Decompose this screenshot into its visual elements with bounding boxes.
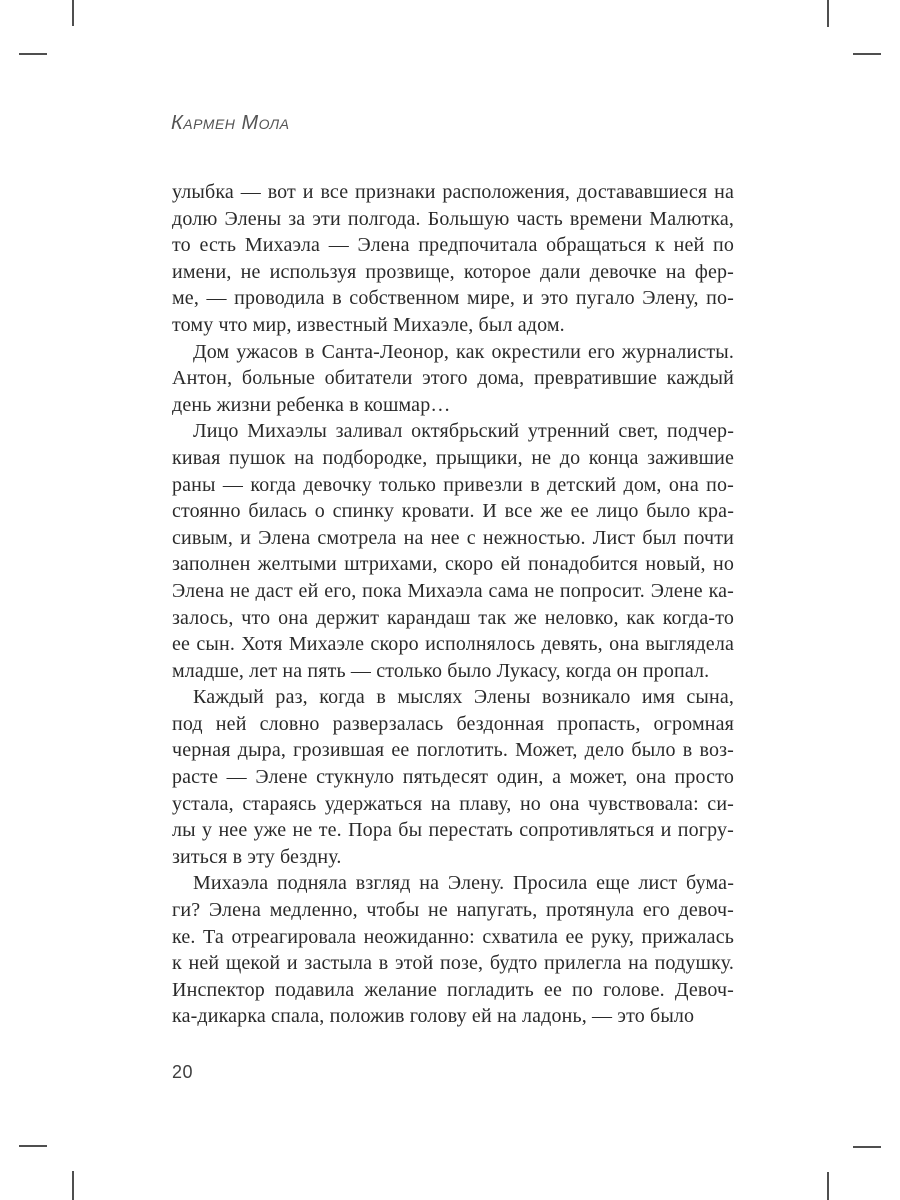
text-line: то есть Михаэла — Элена предпочитала обращаться к ней по bbox=[172, 234, 734, 257]
text-line: ка-дикарка спала, положив голову ей на ладонь, — это было bbox=[172, 1005, 695, 1028]
text-line: к ней щекой и застыла в этой позе, будто прилегла на подушку. bbox=[172, 952, 734, 975]
text-line: Михаэла подняла взгляд на Элену. Просила еще лист бума- bbox=[193, 872, 734, 895]
text-line: зиться в эту бездну. bbox=[172, 845, 342, 868]
page-number: 20 bbox=[172, 1062, 194, 1082]
text-line: день жизни ребенка в кошмар… bbox=[172, 393, 451, 416]
text-line: Каждый раз, когда в мыслях Элены возникало имя сына, bbox=[193, 686, 734, 709]
text-line: расте — Элене стукнуло пятьдесят один, а может, она просто bbox=[172, 766, 734, 789]
crop-mark-top-right-vertical bbox=[827, 0, 829, 27]
text-line: устала, стараясь удержаться на плаву, но она чувствовала: си- bbox=[172, 792, 734, 815]
text-line: долю Элены за эти полгода. Большую часть времени Малютка, bbox=[172, 207, 734, 230]
crop-mark-top-left-horizontal bbox=[19, 53, 47, 55]
text-line: лы у нее уже не те. Пора бы перестать сопротивляться и погру- bbox=[172, 819, 734, 842]
paragraph bbox=[172, 870, 734, 1030]
crop-mark-bottom-right-horizontal bbox=[853, 1146, 881, 1148]
text-line: ги? Элена медленно, чтобы не напугать, протянула его девоч- bbox=[172, 899, 734, 922]
text-line: сивым, и Элена смотрела на нее с нежностью. Лист был почти bbox=[172, 526, 734, 549]
crop-mark-bottom-left-horizontal bbox=[19, 1145, 47, 1147]
text-line: тому что мир, известный Михаэле, был адом. bbox=[172, 313, 565, 336]
text-line: стоянно билась о спинку кровати. И все же ее лицо было кра- bbox=[172, 500, 734, 523]
text-line: ке. Та отреагировала неожиданно: схватила ее руку, прижалась bbox=[172, 925, 734, 948]
crop-mark-bottom-left-vertical bbox=[72, 1171, 74, 1200]
text-line: Элена не даст ей его, пока Михаэла сама не попросит. Элене ка- bbox=[172, 579, 734, 602]
text-line: Инспектор подавила желание погладить ее по голове. Девоч- bbox=[172, 978, 734, 1001]
paragraph bbox=[172, 339, 734, 419]
text-line: под ней словно разверзалась бездонная пропасть, огромная bbox=[172, 712, 734, 735]
crop-mark-bottom-right-vertical bbox=[827, 1172, 829, 1200]
text-line: младше, лет на пять — столько было Лукасу, когда он пропал. bbox=[172, 659, 710, 682]
running-header-author: Кармен Мола bbox=[171, 112, 290, 134]
text-block bbox=[172, 179, 734, 1030]
text-line: Антон, больные обитатели этого дома, превратившие каждый bbox=[172, 367, 734, 390]
text-line: улыбка — вот и все признаки расположения, достававшиеся на bbox=[172, 181, 734, 203]
text-line: имени, не используя прозвище, которое дали девочке на фер- bbox=[172, 260, 734, 283]
text-line: черная дыра, грозившая ее поглотить. Может, дело было в воз- bbox=[172, 739, 734, 762]
text-line: залось, что она держит карандаш так же неловко, как когда-то bbox=[172, 606, 734, 629]
text-line: Дом ужасов в Санта-Леонор, как окрестили его журналисты. bbox=[193, 340, 734, 363]
text-line: заполнен желтыми штрихами, скоро ей понадобится новый, но bbox=[172, 553, 734, 576]
crop-mark-top-left-vertical bbox=[72, 0, 74, 26]
text-line: Лицо Михаэлы заливал октябрьский утренний свет, подчер- bbox=[193, 420, 734, 443]
text-line: раны — когда девочку только привезли в детский дом, она по- bbox=[172, 473, 734, 496]
paragraph bbox=[172, 179, 734, 339]
paragraph bbox=[172, 418, 734, 684]
paragraph bbox=[172, 684, 734, 870]
text-line: кивая пушок на подбородке, прыщики, не до конца зажившие bbox=[172, 446, 734, 469]
text-line: ее сын. Хотя Михаэле скоро исполнялось девять, она выглядела bbox=[172, 633, 734, 656]
crop-mark-top-right-horizontal bbox=[853, 53, 881, 55]
text-line: ме, — проводила в собственном мире, и это пугало Элену, по- bbox=[172, 287, 734, 310]
